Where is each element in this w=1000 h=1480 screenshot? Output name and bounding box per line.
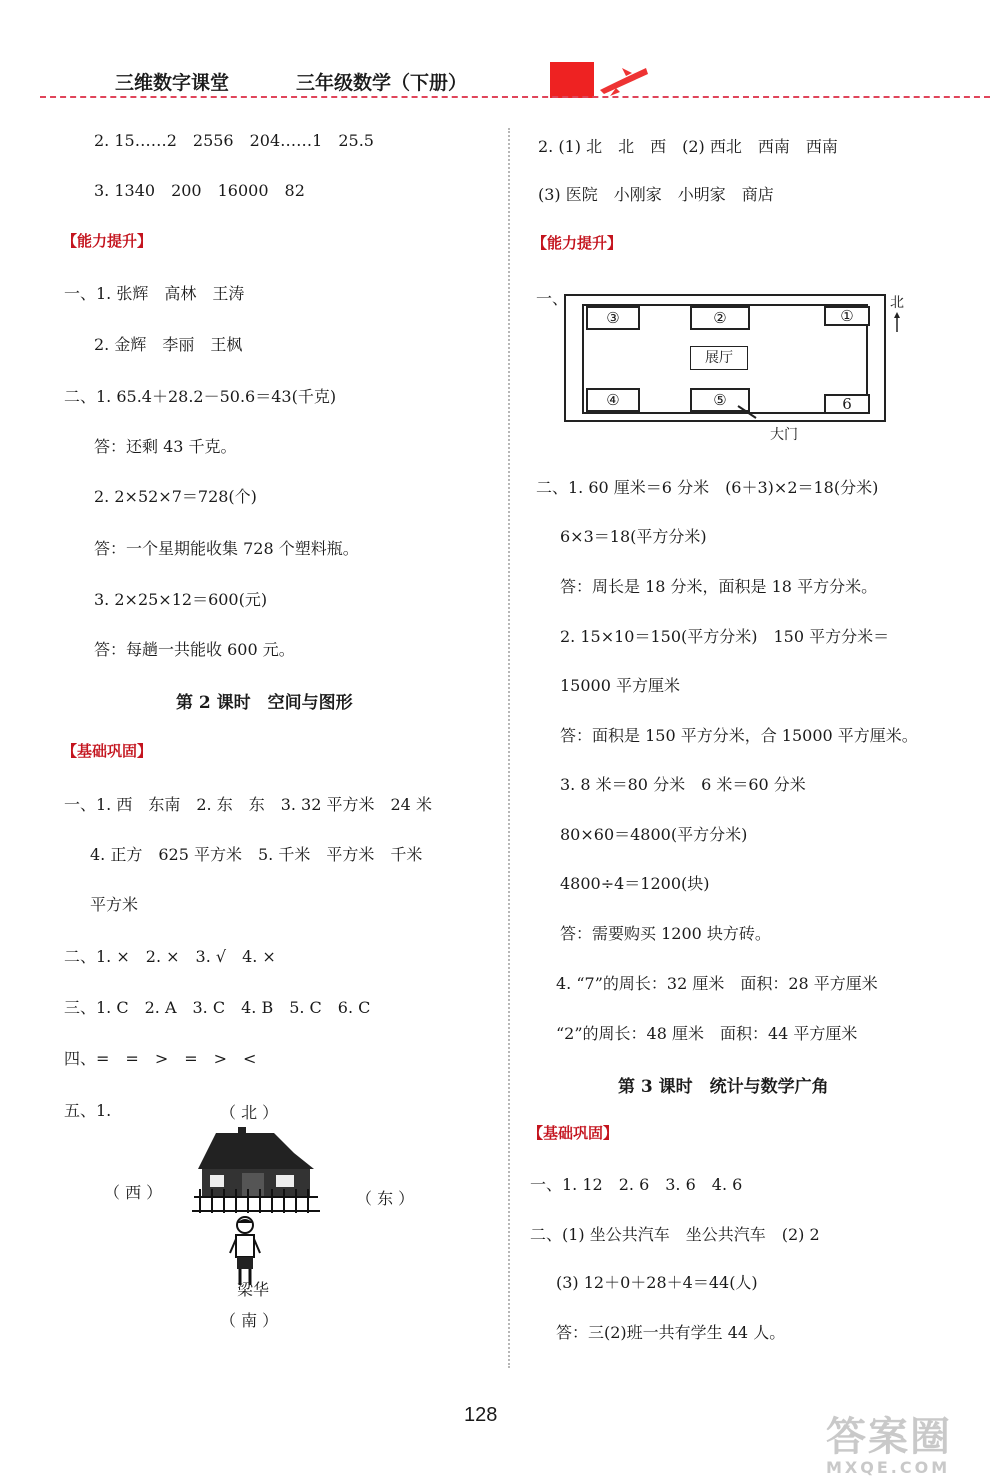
answer-line: 答：三(2)班一共有学生 44 人。 <box>556 1323 786 1342</box>
direction-east: （ 东 ） <box>356 1189 415 1208</box>
map-north-label: 北 <box>890 295 904 311</box>
map-room: ⑤ <box>690 388 750 412</box>
header-red-block <box>550 62 594 98</box>
map-room: ④ <box>586 388 640 412</box>
answer-line: 答：一个星期能收集 728 个塑料瓶。 <box>94 539 359 558</box>
answer-line: 3. 1340 200 16000 82 <box>94 181 305 200</box>
person-label: 梁华 <box>237 1280 270 1299</box>
answer-line: 平方米 <box>90 895 139 914</box>
answer-line: 一、1. 12 2. 6 3. 6 4. 6 <box>530 1175 743 1194</box>
page-number: 128 <box>464 1404 498 1426</box>
map-gate-label: 大门 <box>770 427 798 443</box>
house-illustration <box>190 1125 322 1215</box>
answer-line: (3) 12＋0＋28＋4＝44(人) <box>556 1273 758 1292</box>
book-title: 三年级数学（下册） <box>296 72 468 94</box>
answer-line: 二、1. × 2. × 3. √ 4. × <box>64 947 276 966</box>
answer-line: 一、 <box>536 289 569 308</box>
direction-west: （ 西 ） <box>104 1183 163 1202</box>
answer-line: 2. 2×52×7＝728(个) <box>94 487 257 506</box>
answer-line: 15000 平方厘米 <box>560 676 680 695</box>
watermark-text: 答案圈 <box>826 1414 952 1460</box>
lesson-heading: 第 3 课时 统计与数学广角 <box>618 1077 829 1097</box>
answer-line: 4. “7”的周长：32 厘米 面积：28 平方厘米 <box>556 974 878 993</box>
map-room: ② <box>690 306 750 330</box>
answer-line: “2”的周长：48 厘米 面积：44 平方厘米 <box>556 1024 858 1043</box>
header-rule <box>40 96 990 98</box>
answer-line: 三、1. C 2. A 3. C 4. B 5. C 6. C <box>64 998 371 1017</box>
answer-line: 3. 8 米＝80 分米 6 米＝60 分米 <box>560 775 806 794</box>
answer-line: 2. 15……2 2556 204……1 25.5 <box>94 131 374 150</box>
exhibition-map <box>564 294 886 422</box>
answer-line: 4800÷4＝1200(块) <box>560 874 710 893</box>
answer-line: 四、= = > = > < <box>64 1049 257 1068</box>
gate-marker-icon <box>736 404 760 422</box>
answer-line: 二、(1) 坐公共汽车 坐公共汽车 (2) 2 <box>530 1225 820 1244</box>
map-hall: 展厅 <box>690 346 748 370</box>
section-tag: 【能力提升】 <box>62 232 153 250</box>
section-tag: 【基础巩固】 <box>528 1124 619 1142</box>
answer-line: (3) 医院 小刚家 小明家 商店 <box>538 185 774 204</box>
map-room: 6 <box>824 394 870 414</box>
answer-line: 答：面积是 150 平方分米，合 15000 平方厘米。 <box>560 726 918 745</box>
section-tag: 【基础巩固】 <box>62 742 153 760</box>
map-room: ③ <box>586 306 640 330</box>
section-tag: 【能力提升】 <box>532 234 623 252</box>
direction-north: （ 北 ） <box>220 1103 279 1122</box>
direction-south: （ 南 ） <box>220 1311 279 1330</box>
answer-line: 二、1. 60 厘米＝6 分米 (6＋3)×2＝18(分米) <box>536 478 879 497</box>
answer-line: 答：需要购买 1200 块方砖。 <box>560 924 771 943</box>
north-arrow-icon <box>893 312 901 332</box>
answer-line: 6×3＝18(平方分米) <box>560 527 707 546</box>
column-divider <box>508 128 510 1368</box>
answer-line: 一、1. 西 东南 2. 东 东 3. 32 平方米 24 米 <box>64 795 432 814</box>
answer-line: 3. 2×25×12＝600(元) <box>94 590 268 609</box>
answer-line: 二、1. 65.4＋28.2－50.6＝43(千克) <box>64 387 337 406</box>
map-room: ① <box>824 306 870 326</box>
watermark-url: MXQE.COM <box>826 1458 951 1477</box>
answer-line: 一、1. 张辉 高林 王涛 <box>64 284 245 303</box>
answer-line: 答：每趟一共能收 600 元。 <box>94 640 295 659</box>
answer-line: 2. (1) 北 北 西 (2) 西北 西南 西南 <box>538 137 838 156</box>
answer-line: 80×60＝4800(平方分米) <box>560 825 748 844</box>
answer-line: 答：还剩 43 千克。 <box>94 437 237 456</box>
answer-line: 2. 金辉 李丽 王枫 <box>94 335 243 354</box>
watermark-logo <box>826 1405 952 1477</box>
answer-line: 2. 15×10＝150(平方分米) 150 平方分米＝ <box>560 627 890 646</box>
answer-line: 五、1. <box>64 1101 112 1120</box>
series-title: 三维数字课堂 <box>115 72 230 94</box>
answer-line: 答：周长是 18 分米，面积是 18 平方分米。 <box>560 577 878 596</box>
answer-line: 4. 正方 625 平方米 5. 千米 平方米 千米 <box>90 845 423 864</box>
rocket-icon <box>596 62 652 96</box>
lesson-heading: 第 2 课时 空间与图形 <box>176 693 353 713</box>
